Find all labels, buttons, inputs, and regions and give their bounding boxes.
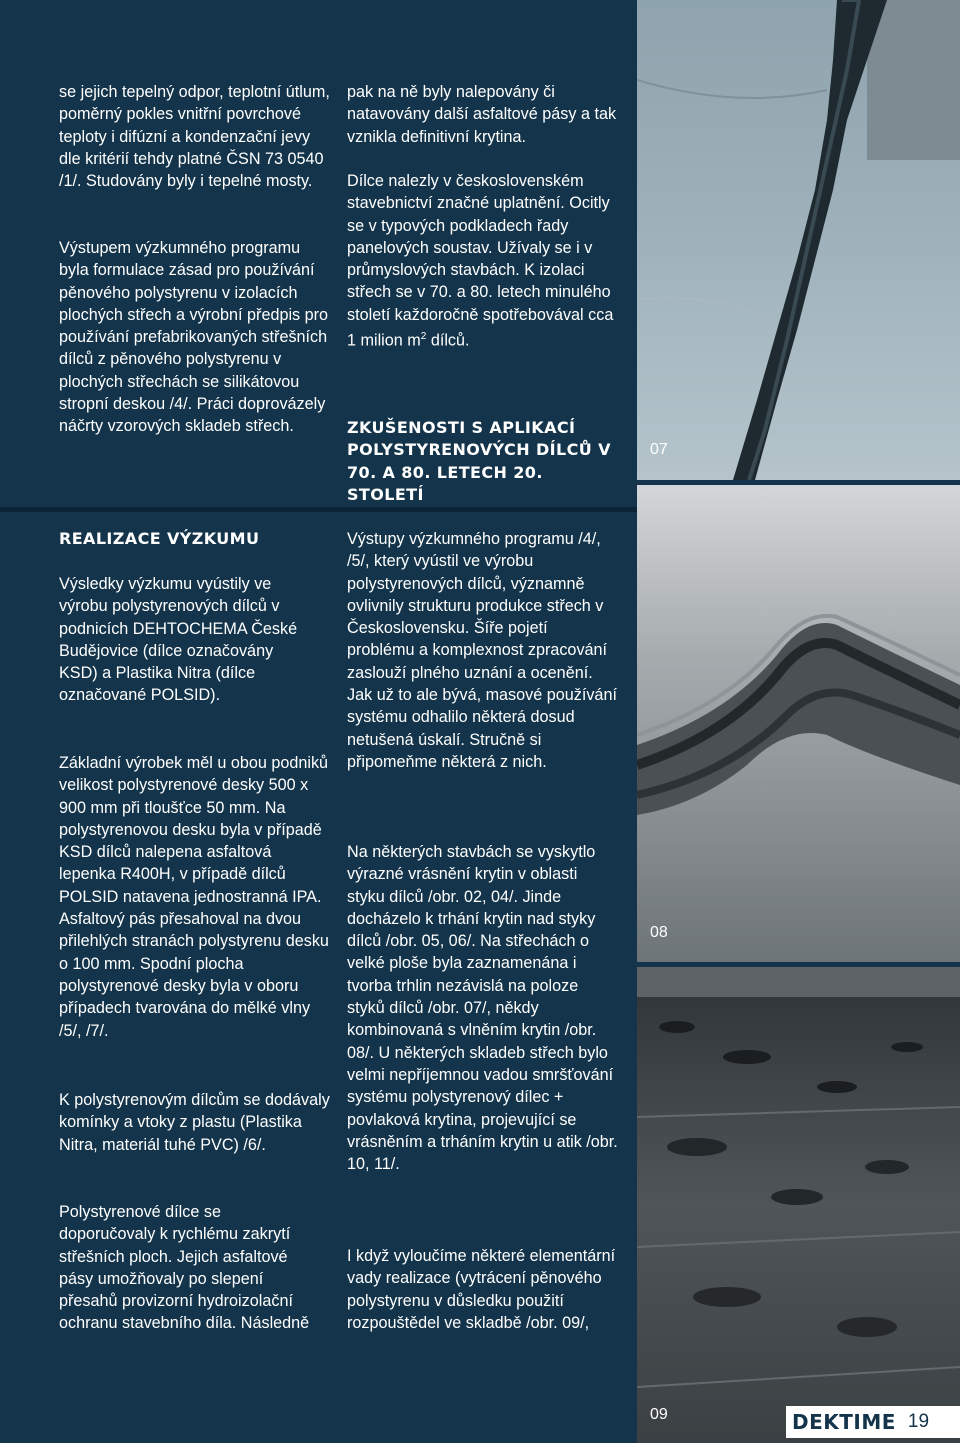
paragraph: pak na ně byly nalepovány či natavovány další asfaltové pásy a tak vznikla definitivní krytina. — [347, 83, 617, 146]
paragraph: Na některých stavbách se vyskytlo výrazné vrásnění krytin v oblasti styku dílců /obr. 02, 04/. Jinde docházelo k trhání krytin nad styky dílců /obr. 05, 06/. Na střechách o velké ploše byla zaznamenána i tvorba trhlin nezávislá na poloze styků dílců /obr. 07/, někdy kombinovaná s vlněním krytin /obr. 08/. U některých skladeb střech bylo velmi nepříjemnou vadou smršťování systému polystyrenový dílec + povlaková krytina, projevující se vrásněním a trháním krytin u atik /obr. 10, 11/. — [347, 843, 618, 1174]
paragraph-text: dílců. — [426, 331, 470, 350]
paragraph: Základní výrobek měl u obou podniků velikost polystyrenové desky 500 x 900 mm při tloušťce 50 mm. Na polystyrenovou desku byla v případě KSD dílců nalepena asfaltová lepenka R400H, v případě dílců POLSID natavena jednostranná IPA. Asfaltový pás přesahoval na dvou přilehlých stranách polystyrenu desku o 100 mm. Spodní plocha polystyrenové desky byla v oboru případech tvarována do mělké vlny /5/, /7/. — [59, 754, 329, 1040]
superscript: 2 — [420, 331, 427, 343]
paragraph: Výstupy výzkumného programu /4/, /5/, který vyústil ve výrobu polystyrenových dílců, významně ovlivnily strukturu produkce střech v Československu. Šíře pojetí problému a komplexnost zpracování zaslouží plného uznání a ocenění. Jak už to ale bývá, masové používání systému odhalilo některá dosud netušená úskalí. Stručně si připomeňme některá z nich. — [347, 530, 617, 771]
section-heading: REALIZACE VÝZKUMU — [59, 529, 260, 548]
figure-label: 07 — [650, 441, 668, 458]
paragraph: se jejich tepelný odpor, teplotní útlum, poměrný pokles vnitřní povrchové teploty i difúzní a kondenzační jevy dle kritérií tehdy platné ČSN 73 0540 /1/. Studovány byly i tepelné mosty. — [59, 83, 330, 191]
brand-name: DEKTIME — [792, 1410, 896, 1434]
photo-membrane-wrinkle — [637, 485, 960, 962]
membrane-wrinkle-image — [637, 485, 960, 962]
paragraph-text: Dílce nalezly v československém stavebnictví značné uplatnění. Ocitly se v typových podkladech řady panelových soustav. Užívaly se i v průmyslových stavbách. K izolaci střech se v 70. a 80. letech minulého století každoročně spotřebovával cca 1 milion m — [347, 172, 614, 350]
footer-brand-bar — [786, 1406, 960, 1438]
figure-label: 08 — [650, 924, 668, 941]
paragraph: Výstupem výzkumného programu byla formulace zásad pro používání pěnového polystyrenu v izolacích plochých střech a výrobní předpis pro používání prefabrikovaných střešních dílců z pěnového polystyrenu v plochých střechách se silikátovou stropní deskou /4/. Práci doprovázely náčrty vzorových skladeb střech. — [59, 239, 329, 436]
figure-label: 09 — [650, 1406, 668, 1423]
roof-crack-image — [637, 0, 960, 480]
photo-roof-crack — [637, 0, 960, 480]
divider — [0, 507, 637, 512]
photo-damaged-surface — [637, 967, 960, 1443]
paragraph — [347, 170, 619, 352]
page-number: 19 — [907, 1411, 930, 1432]
paragraph: I když vyloučíme některé elementární vady realizace (vytrácení pěnového polystyrenu v důsledku použití rozpouštědel ve skladbě /obr. 09/, — [347, 1247, 616, 1332]
paragraph: K polystyrenovým dílcům se dodávaly komínky a vtoky z plastu (Plastika Nitra, materiál tuhé PVC) /6/. — [59, 1091, 330, 1154]
damaged-surface-image — [637, 967, 960, 1443]
section-heading: ZKUŠENOSTI S APLIKACÍ POLYSTYRENOVÝCH DÍLCŮ V 70. A 80. LETECH 20. STOLETÍ — [347, 418, 611, 504]
paragraph: Polystyrenové dílce se doporučovaly k rychlému zakrytí střešních ploch. Jejich asfaltové pásy umožňovaly po slepení přesahů provizorní hydroizolační ochranu stavebního díla. Následně — [59, 1203, 310, 1333]
paragraph: Výsledky výzkumu vyústily ve výrobu polystyrenových dílců v podnicích DEHTOCHEMA České Budějovice (dílce označovány KSD) a Plastika Nitra (dílce označované POLSID). — [59, 575, 298, 705]
